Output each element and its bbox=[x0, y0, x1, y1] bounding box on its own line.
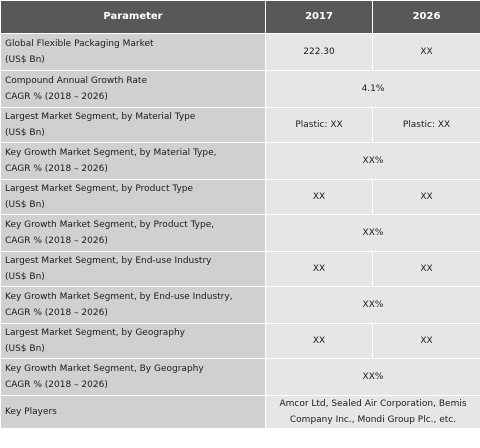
key-players-line-2: Company Inc., Mondi Group Plc., etc. bbox=[289, 415, 457, 425]
param-line-2: (US$ Bn) bbox=[5, 272, 45, 282]
row-parameter bbox=[1, 324, 266, 359]
value-2017: XX bbox=[266, 180, 373, 215]
table-row bbox=[1, 215, 480, 252]
row-parameter bbox=[1, 252, 266, 287]
table-row bbox=[1, 108, 480, 143]
table-row bbox=[1, 143, 480, 180]
table-row bbox=[1, 287, 480, 324]
param-line-1: Key Growth Market Segment, By Geography bbox=[5, 364, 204, 374]
row-parameter bbox=[1, 215, 266, 252]
table-row bbox=[1, 359, 480, 396]
param-line-1: Global Flexible Packaging Market bbox=[5, 39, 154, 49]
value-merged: XX% bbox=[266, 287, 480, 324]
param-line-1: Largest Market Segment, by Product Type bbox=[5, 184, 194, 194]
param-line-2: CAGR % (2018 – 2026) bbox=[5, 164, 108, 174]
value-merged: XX% bbox=[266, 143, 480, 180]
value-merged bbox=[266, 396, 480, 429]
param-line-2: CAGR % (2018 – 2026) bbox=[5, 92, 108, 102]
table-row bbox=[1, 34, 480, 71]
table-header-row bbox=[1, 1, 480, 34]
table-row bbox=[1, 324, 480, 359]
param-line-1: Largest Market Segment, by Material Type bbox=[5, 112, 196, 122]
value-merged: 4.1% bbox=[266, 71, 480, 108]
param-line-2: CAGR % (2018 – 2026) bbox=[5, 308, 108, 318]
value-2026: Plastic: XX bbox=[373, 108, 480, 143]
table-row bbox=[1, 180, 480, 215]
param-line-2: (US$ Bn) bbox=[5, 128, 45, 138]
param-line-1: Compound Annual Growth Rate bbox=[5, 76, 147, 86]
row-parameter bbox=[1, 108, 266, 143]
row-parameter bbox=[1, 287, 266, 324]
param-line-1: Key Growth Market Segment, by Material Type, bbox=[5, 148, 217, 158]
row-parameter bbox=[1, 180, 266, 215]
row-parameter bbox=[1, 71, 266, 108]
value-2026: XX bbox=[373, 324, 480, 359]
row-parameter bbox=[1, 359, 266, 396]
table-row bbox=[1, 71, 480, 108]
header-parameter: Parameter bbox=[1, 1, 266, 34]
value-2026: XX bbox=[373, 34, 480, 71]
param-line-1: Largest Market Segment, by Geography bbox=[5, 328, 186, 338]
param-line-1: Largest Market Segment, by End-use Industry bbox=[5, 256, 212, 266]
value-2017: 222.30 bbox=[266, 34, 373, 71]
value-2017: Plastic: XX bbox=[266, 108, 373, 143]
param-line-2: (US$ Bn) bbox=[5, 55, 45, 65]
param-line-2: (US$ Bn) bbox=[5, 200, 45, 210]
param-line-2: CAGR % (2018 – 2026) bbox=[5, 236, 108, 246]
param-line-2: (US$ Bn) bbox=[5, 344, 45, 354]
table-row bbox=[1, 396, 480, 429]
param-line-1: Key Growth Market Segment, by Product Type, bbox=[5, 220, 215, 230]
row-parameter bbox=[1, 143, 266, 180]
value-2017: XX bbox=[266, 252, 373, 287]
value-2026: XX bbox=[373, 180, 480, 215]
param-line-1: Key Growth Market Segment, by End-use Industry, bbox=[5, 292, 233, 302]
row-parameter: Key Players bbox=[1, 396, 266, 429]
header-year-2026: 2026 bbox=[373, 1, 480, 34]
value-2026: XX bbox=[373, 252, 480, 287]
table-row bbox=[1, 252, 480, 287]
row-parameter bbox=[1, 34, 266, 71]
param-line-2: CAGR % (2018 – 2026) bbox=[5, 380, 108, 390]
value-2017: XX bbox=[266, 324, 373, 359]
value-merged: XX% bbox=[266, 215, 480, 252]
header-year-2017: 2017 bbox=[266, 1, 373, 34]
value-merged: XX% bbox=[266, 359, 480, 396]
key-players-line-1: Amcor Ltd, Sealed Air Corporation, Bemis bbox=[279, 399, 467, 409]
